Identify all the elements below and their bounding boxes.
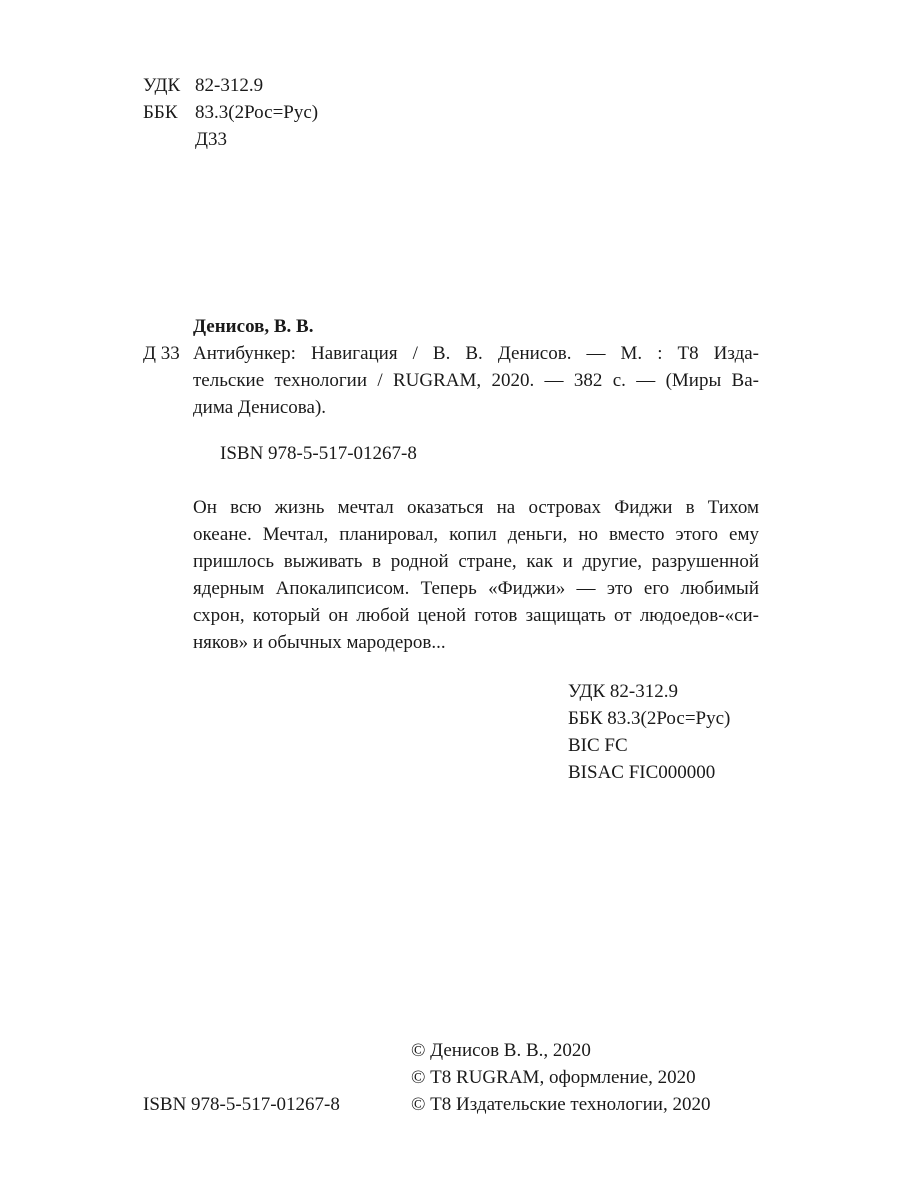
bbk-code: ББК 83.3(2Рос=Рус) <box>568 708 731 729</box>
author-heading: Денисов, В. В. <box>193 316 314 337</box>
udk-code: УДК 82-312.9 <box>568 681 678 702</box>
bbk-value: 83.3(2Рос=Рус) <box>195 102 319 123</box>
footer-isbn: ISBN 978-5-517-01267-8 <box>143 1094 340 1115</box>
copyright-block <box>411 1037 710 1118</box>
annotation-line: пришлось выживать в родной стране, как и другие, разрушенной <box>193 551 759 572</box>
author-mark-row <box>143 126 227 153</box>
bisac-code: BISAC FIC000000 <box>568 762 716 783</box>
annotation <box>193 494 759 656</box>
copyright-line: © Денисов В. В., 2020 <box>411 1040 591 1061</box>
udk-row <box>143 72 263 99</box>
bic-code: BIC FC <box>568 735 628 756</box>
bbk-label: ББК <box>143 102 178 123</box>
annotation-line: схрон, который он любой ценой готов защищать от людоедов-«си- <box>193 605 759 626</box>
bbk-row <box>143 99 318 126</box>
annotation-line: няков» и обычных мародеров... <box>193 632 446 653</box>
udk-label: УДК <box>143 75 181 96</box>
classification-codes <box>568 678 730 786</box>
annotation-line: ядерным Апокалипсисом. Теперь «Фиджи» — это его любимый <box>193 578 759 599</box>
description-line: дима Денисова). <box>193 397 327 418</box>
copyright-line: © Т8 Издательские технологии, 2020 <box>411 1094 711 1115</box>
author-mark: Д33 <box>195 129 227 150</box>
author-code: Д 33 <box>143 343 180 364</box>
copyright-line: © Т8 RUGRAM, оформление, 2020 <box>411 1067 696 1088</box>
entry-isbn: ISBN 978-5-517-01267-8 <box>220 443 417 464</box>
description-line: тельские технологии / RUGRAM, 2020. — 382 с. — (Миры Ва- <box>193 370 759 391</box>
description-line: Антибункер: Навигация / В. В. Денисов. — М. : Т8 Изда- <box>193 343 759 364</box>
annotation-line: океане. Мечтал, планировал, копил деньги, но вместо этого ему <box>193 524 759 545</box>
annotation-line: Он всю жизнь мечтал оказаться на островах Фиджи в Тихом <box>193 497 759 518</box>
bibliographic-description <box>193 340 759 421</box>
udk-value: 82-312.9 <box>195 75 264 96</box>
